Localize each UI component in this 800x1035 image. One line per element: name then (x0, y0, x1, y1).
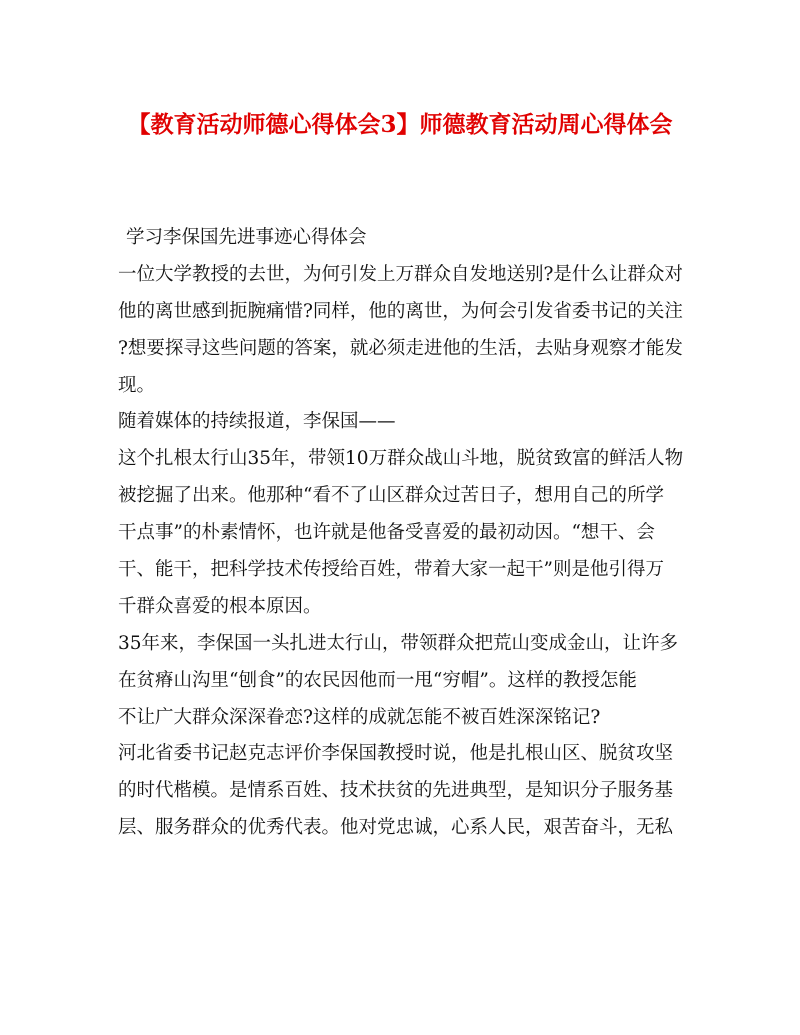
paragraph-line: 干、能干，把科学技术传授给百姓，带着大家一起干”则是他引得万 (118, 559, 664, 581)
paragraph-line: 在贫瘠山沟里“刨食”的农民因他而一甩“穷帽”。这样的教授怎能 (118, 669, 637, 691)
paragraph-line: 随着媒体的持续报道，李保国—— (118, 411, 396, 433)
document-body (118, 220, 688, 847)
document-title: 【教育活动师德心得体会3】师德教育活动周心得体会 (127, 111, 673, 138)
section-subtitle: 学习李保国先进事迹心得体会 (126, 227, 367, 248)
paragraph-line: 一位大学教授的去世，为何引发上万群众自发地送别?是什么让群众对 (118, 263, 683, 285)
paragraph-line: 层、服务群众的优秀代表。他对党忠诚，心系人民，艰苦奋斗，无私 (118, 817, 674, 839)
paragraph-line: ?想要探寻这些问题的答案，就必须走进他的生活，去贴身观察才能发 (118, 337, 683, 359)
paragraph-line: 不让广大群众深深眷恋?这样的成就怎能不被百姓深深铭记? (118, 706, 601, 728)
paragraph-line: 被挖掘了出来。他那种“看不了山区群众过苦日子，想用自己的所学 (118, 485, 664, 507)
paragraph-line: 这个扎根太行山35年，带领10万群众战山斗地，脱贫致富的鲜活人物 (118, 448, 684, 470)
paragraph-line: 现。 (118, 374, 156, 396)
paragraph-line: 35年来，李保国一头扎进太行山，带领群众把荒山变成金山，让许多 (118, 632, 679, 654)
paragraph-line: 河北省委书记赵克志评价李保国教授时说，他是扎根山区、脱贫攻坚 (118, 743, 674, 765)
paragraph-line: 干点事”的朴素情怀，也许就是他备受喜爱的最初动因。“想干、会 (118, 522, 655, 544)
paragraph-line: 他的离世感到扼腕痛惜?同样，他的离世，为何会引发省委书记的关注 (118, 300, 683, 322)
paragraph-line: 千群众喜爱的根本原因。 (118, 595, 322, 617)
paragraph-line: 的时代楷模。是情系百姓、技术扶贫的先进典型，是知识分子服务基 (118, 780, 674, 802)
